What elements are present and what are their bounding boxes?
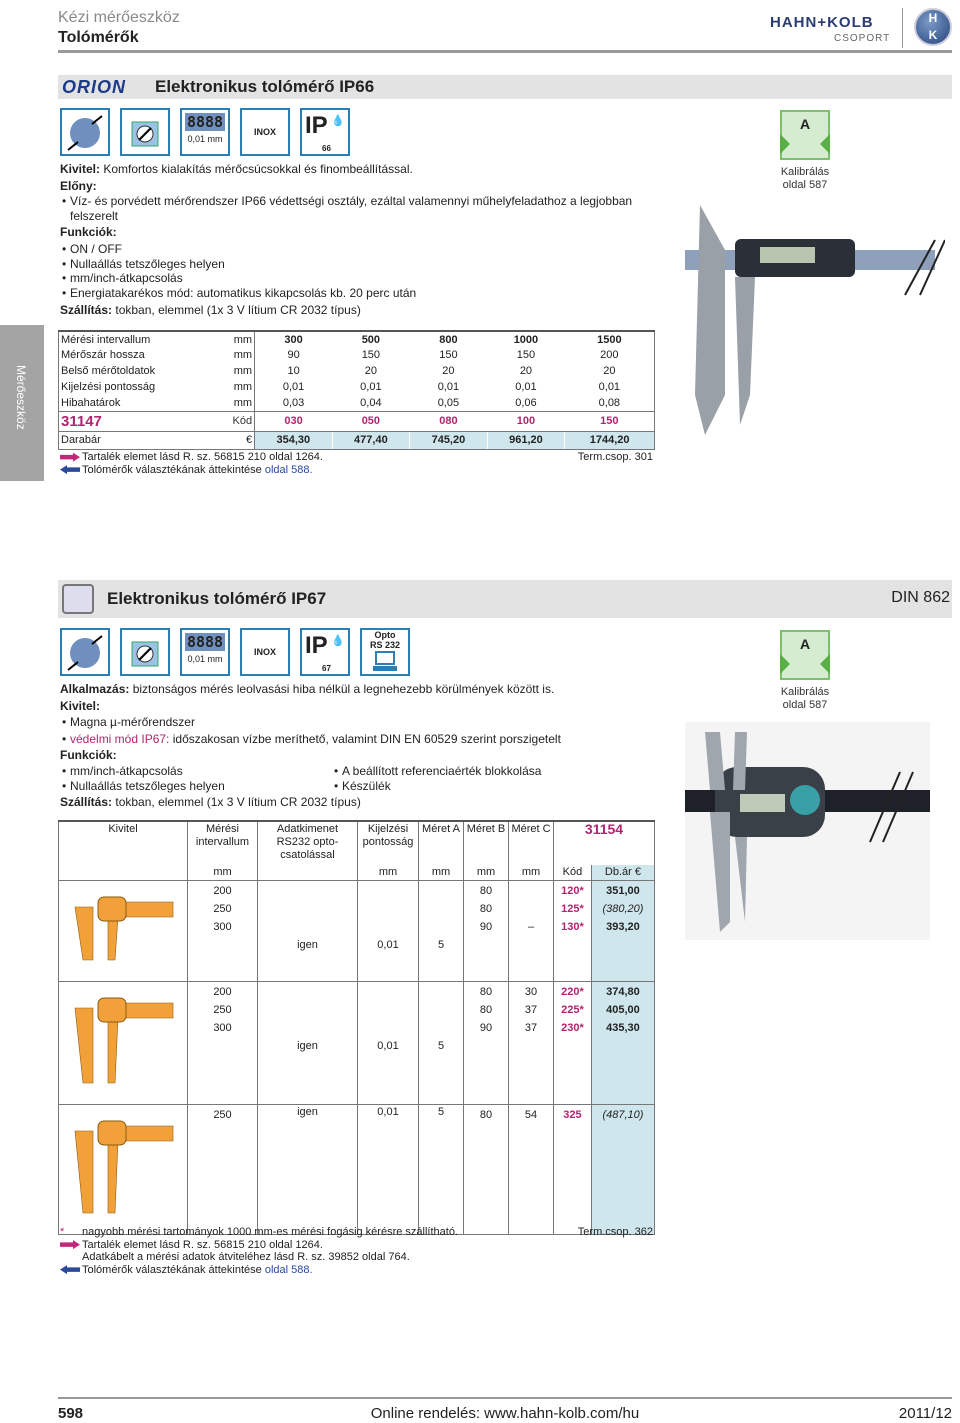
caliper-drawing-icon [59,881,188,982]
page-title: Tolómérők [58,29,139,46]
table-cell: 0,01 [565,379,655,395]
logo-mark-icon: H K [914,8,952,46]
price: 745,20 [410,431,488,449]
category-title: Kézi mérőeszköz [58,9,180,26]
spec-table-31147 [58,330,655,450]
row-label: Kijelzési pontosság [59,379,231,395]
article-code: 120* 125* 130* [554,881,592,982]
table-cell: 20 [442,365,455,377]
price: 477,40 [332,431,410,449]
footnotes-31154: * nagyobb mérési tartományok 1000 mm-es mérési fogásig kérésre szállítható. Term.csop. 362 Tartalék elemet lásd R. sz. 56815 210 oldal 1264. Adatkábelt a mérési adatok átviteléhez lásd R. sz. 39852 oldal 764. Tolómérők választékának áttekintése oldal 588. [60,1226,653,1276]
table-cell: 10 [287,365,300,377]
accuracy: 0,01 [358,982,419,1105]
price: 374,80 405,00 435,30 [591,982,654,1105]
price: 354,30 [255,431,333,449]
column-header: Kivitel [59,821,188,865]
variant-row [59,881,655,982]
unit: mm [188,865,258,881]
row-unit: mm [231,379,255,395]
size-b: 80 [464,1105,509,1235]
unit-row [59,865,655,881]
orion-logo: ORION [62,77,127,97]
table-cell: 20 [364,365,377,377]
rs232-icon: Opto RS 232 [360,628,410,676]
article-code: 050 [332,411,410,431]
row-unit: mm [231,347,255,363]
feature-icons [60,628,410,676]
article-code: 100 [487,411,565,431]
table-row [59,347,655,363]
size-c: – [509,881,554,982]
calibration-ref[interactable]: Kalibrálás oldal 587 [780,166,830,191]
product-image-caliper-ip66 [665,195,945,445]
row-label: Belső mérőtoldatok [59,363,231,379]
size-a: 5 [419,881,464,982]
online-order-link[interactable]: Online rendelés: www.hahn-kolb.com/hu [370,1405,640,1422]
unit: Db.ár € [591,865,654,881]
table-cell: 0,08 [565,395,655,411]
table-cell: 0,05 [437,396,460,409]
code-label: Kód [231,411,255,431]
arrow-left-icon [60,1265,80,1274]
currency: € [231,431,255,449]
column-header: Adatkimenet RS232 opto-csatolással [258,821,358,865]
size-a: 5 [419,1105,464,1235]
ip-rating-icon: IP 💧 66 [300,108,350,156]
row-unit: mm [231,395,255,411]
accuracy: 0,01 [358,881,419,982]
ip-rating-icon: IP 💧 67 [300,628,350,676]
article-code: 220* 225* 230* [554,982,592,1105]
article-number: 31154 [554,821,655,865]
hahn-kolb-logo [770,6,955,50]
table-cell: 200 [565,347,655,363]
table-cell: 1500 [565,331,655,347]
calibration-icon: A [780,110,830,160]
variant-row [59,1105,655,1235]
spec-table-31154 [58,820,655,1235]
product-image-caliper-ip67 [685,722,930,940]
outer-measure-icon [60,628,110,676]
logo-subtext: CSOPORT [834,33,891,44]
table-cell: 800 [410,331,488,347]
row-unit: mm [231,331,255,347]
product-description: Kivitel: Komfortos kialakítás mérőcsúcsokkal és finombeállítással. Előny: • Víz- és porvédett mérőrendszer IP66 védettségi osztály, ezáltal valamennyi műhelyfeladathoz a legjobban felszerelt Funkciók: • ON / OFF • Nullaállás tetszőleges helyen • mm/inch-átkapcsolás • Energiatakarékos mód: automatikus kikapcsolás kb. 20 perc után Szállítás: tokban, elemmel (1x 3 V lítium CR 2032 típus) [60,161,660,318]
table-cell: 1000 [487,331,565,347]
arrow-left-icon [60,465,80,474]
depth-measure-icon [120,108,170,156]
size-c: 54 [509,1105,554,1235]
product-title-bar [58,75,952,99]
unit [59,865,188,881]
table-cell: 0,06 [515,396,537,409]
calibration-ref[interactable]: Kalibrálás oldal 587 [780,686,830,711]
page-footer [58,1397,952,1423]
range: 250 [188,1105,258,1235]
column-header: Mérési intervallum [188,821,258,865]
table-cell: 0,03 [282,396,305,409]
row-label: Mérési intervallum [59,331,231,347]
accuracy: 0,01 [358,1105,419,1235]
digital-display-icon: 8888 0,01 mm [180,108,230,156]
table-cell: 500 [332,331,410,347]
table-cell: 0,04 [360,396,382,409]
range: 200 250 300 [188,982,258,1105]
row-label: Mérőszár hossza [59,347,231,363]
table-cell: 20 [565,363,655,379]
feature-icons [60,108,350,156]
article-code: 080 [410,411,488,431]
table-row [59,363,655,379]
logo-text: HAHN+KOLB [770,14,874,31]
side-tab-label: Mérőeszköz [14,365,28,430]
variant-row [59,982,655,1105]
row-unit: mm [231,363,255,379]
price-row [59,431,655,449]
rs232-output: igen [258,1105,358,1235]
table-cell: 150 [439,349,458,361]
link-page-588[interactable]: oldal 588. [264,1263,313,1276]
size-a: 5 [419,982,464,1105]
rs232-output: igen [258,881,358,982]
table-cell: 0,01 [515,381,537,393]
code-row [59,411,655,431]
table-cell: 20 [519,365,533,377]
table-row [59,395,655,411]
product-description: Alkalmazás: biztonságos mérés leolvasási hiba nélkül a legnehezebb körülmények között is. Kivitel: • Magna µ-mérőrendszer • védelmi mód IP67: időszakosan vízbe meríthető, valamint DIN EN 60529 szerint porszigetelt Funkciók: • mm/inch-átkapcsolás • A beállított referenciaérték blokkolása • Nullaállás tetszőleges helyen • Készülék Szállítás: tokban, elemmel (1x 3 V lítium CR 2032 típus) [60,681,660,810]
article-code: 325 [554,1105,592,1235]
article-code: 150 [565,411,655,431]
unit: mm [358,865,419,881]
price: (487,10) [591,1105,654,1235]
side-tab[interactable] [0,325,44,481]
size-b: 80 80 90 [464,982,509,1105]
din-standard-icon [62,584,94,614]
column-header: Méret A [419,821,464,865]
arrow-right-icon [60,453,80,462]
page-number: 598 [58,1405,84,1422]
table-cell: 150 [516,349,536,361]
inox-icon: INOX [240,108,290,156]
din-label: DIN 862 [891,589,950,606]
price-label: Darabár [59,431,231,449]
column-header: Méret C [509,821,554,865]
price: 351,00 (380,20) 393,20 [591,881,654,982]
table-row [59,379,655,395]
header-row [59,821,655,865]
row-label: Hibahatárok [59,395,231,411]
calibration-icon: A [780,630,830,680]
header-divider [58,50,952,53]
caliper-drawing-icon [59,982,188,1105]
product-title: Elektronikus tolómérő IP66 [155,77,375,96]
arrow-right-icon [60,1240,80,1249]
unit: mm [509,865,554,881]
price: 1744,20 [565,431,655,449]
depth-measure-icon [120,628,170,676]
link-page-588[interactable]: oldal 588. [264,463,313,476]
outer-measure-icon [60,108,110,156]
column-header: Méret B [464,821,509,865]
unit: Kód [554,865,592,881]
product-title-bar [58,580,952,618]
range: 200 250 300 [188,881,258,982]
rs232-output: igen [258,982,358,1105]
footnotes-31147: Tartalék elemet lásd R. sz. 56815 210 oldal 1264. Term.csop. 301 Tolómérők választékának áttekintése oldal 588. [60,451,653,476]
unit: mm [464,865,509,881]
unit: mm [419,865,464,881]
caliper-drawing-icon [59,1105,188,1235]
digital-display-icon: 8888 0,01 mm [180,628,230,676]
column-header: Kijelzési pontosság [358,821,419,865]
article-number: 31147 [59,411,231,431]
unit [258,865,358,881]
table-cell: 0,01 [282,381,305,393]
size-c: 30 37 37 [509,982,554,1105]
table-cell: 0,01 [360,381,382,393]
table-cell: 90 [287,349,300,361]
size-b: 80 80 90 [464,881,509,982]
table-cell: 150 [361,349,381,361]
table-cell: 0,01 [437,381,460,393]
article-code: 030 [255,411,333,431]
table-row [59,331,655,347]
product-title: Elektronikus tolómérő IP67 [107,589,327,608]
table-cell: 300 [255,331,333,347]
price: 961,20 [487,431,565,449]
catalog-year: 2011/12 [898,1405,952,1422]
inox-icon: INOX [240,628,290,676]
